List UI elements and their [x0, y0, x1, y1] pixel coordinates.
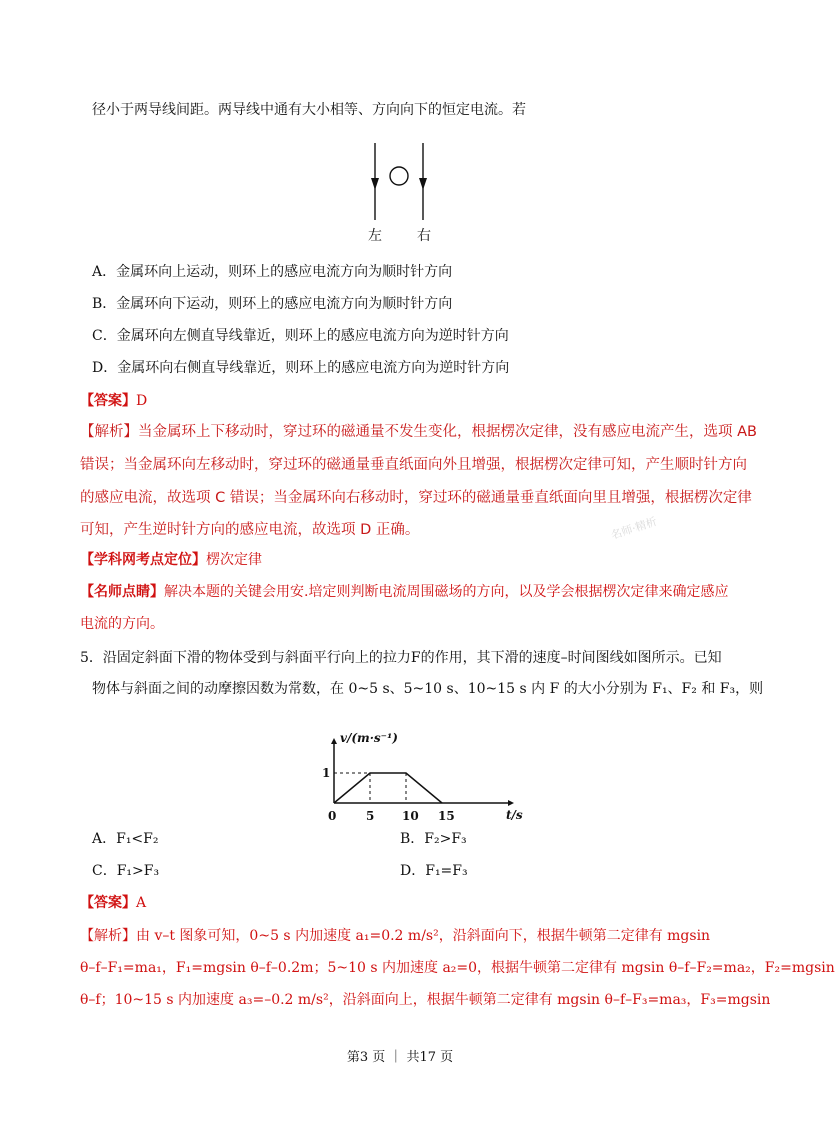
right-label: 右	[417, 228, 431, 244]
q4-answer	[80, 391, 147, 411]
q4-tip-line-2: 电流的方向。	[80, 616, 164, 632]
q5-option-c: C．F₁>F₃	[92, 863, 160, 879]
answer-value: D	[136, 393, 148, 409]
q5-answer	[80, 893, 146, 913]
metal-ring	[390, 167, 408, 185]
watermark: 名师·精析	[609, 514, 659, 542]
q5-analysis-line-3: θ–f；10~15 s 内加速度 a₃=–0.2 m/s²，沿斜面向上，根据牛顿第二定律有 mgsin θ–f–F₃=ma₃，F₃=mgsin	[80, 992, 771, 1008]
q4-analysis-line-2: 错误；当金属环向左移动时，穿过环的磁通量垂直纸面向外且增强，根据楞次定律可知，产生顺时针方向	[80, 457, 747, 473]
tip-tag: 【名师点睛】	[80, 584, 164, 600]
answer-value: A	[136, 895, 147, 911]
q4-analysis-line-4: 可知，产生逆时针方向的感应电流，故选项 D 正确。	[80, 522, 420, 538]
q5-stem-line-1: 5．沿固定斜面下滑的物体受到与斜面平行向上的拉力F的作用，其下滑的速度–时间图线如图所示。已知	[80, 650, 722, 666]
x-axis-arrow	[508, 800, 514, 806]
left-label: 左	[368, 228, 382, 244]
y-tick-label: 1	[322, 766, 331, 780]
kp-value: 楞次定律	[206, 552, 262, 568]
q4-intro-tail: 径小于两导线间距。两导线中通有大小相等、方向向下的恒定电流。若	[92, 102, 526, 118]
q5-analysis-line-2: θ–f–F₁=ma₁，F₁=mgsin θ–f–0.2m；5~10 s 内加速度 a₂=0，根据牛顿第二定律有 mgsin θ–f–F₂=ma₂，F₂=mgsin	[80, 960, 835, 976]
x-tick-label: 15	[438, 809, 455, 823]
q4-option-a: A．金属环向上运动，则环上的感应电流方向为顺时针方向	[92, 264, 453, 280]
x-tick-label: 0	[328, 809, 337, 823]
q5-option-a: A．F₁<F₂	[92, 831, 159, 847]
q5-option-d: D．F₁=F₃	[400, 863, 468, 879]
q4-analysis-line-3: 的感应电流，故选项 C 错误；当金属环向右移动时，穿过环的磁通量垂直纸面向里且增强，根据楞次定律	[80, 490, 752, 506]
q5-option-b: B．F₂>F₃	[400, 831, 467, 847]
q4-option-c: C．金属环向左侧直导线靠近，则环上的感应电流方向为逆时针方向	[92, 328, 509, 344]
page-footer: 第3 页 ｜ 共17 页	[346, 1050, 454, 1065]
answer-tag: 【答案】	[80, 895, 136, 911]
y-axis-label: v/(m·s⁻¹)	[340, 731, 398, 745]
tip-text: 解决本题的关键会用安.培定则判断电流周围磁场的方向，以及学会根据楞次定律来确定感应	[164, 584, 729, 600]
y-axis-arrow	[331, 738, 337, 744]
wire-ring-figure	[360, 138, 440, 248]
left-current-arrow	[371, 178, 379, 190]
q4-analysis-line-1: 【解析】当金属环上下移动时，穿过环的磁通量不发生变化，根据楞次定律，没有感应电流产生，选项 AB	[80, 424, 757, 440]
q5-analysis-line-1: 【解析】由 v–t 图象可知，0~5 s 内加速度 a₁=0.2 m/s²，沿斜面向下，根据牛顿第二定律有 mgsin	[80, 928, 711, 944]
x-axis-label: t/s	[506, 808, 523, 822]
q4-knowledge-point	[80, 550, 262, 570]
answer-tag: 【答案】	[80, 393, 136, 409]
x-tick-label: 10	[402, 809, 419, 823]
q4-tip-line-1	[80, 582, 728, 602]
vt-chart	[300, 730, 523, 830]
q4-option-b: B．金属环向下运动，则环上的感应电流方向为顺时针方向	[92, 296, 453, 312]
velocity-line	[334, 773, 442, 803]
q4-option-d: D．金属环向右侧直导线靠近，则环上的感应电流方向为逆时针方向	[92, 360, 510, 376]
x-tick-label: 5	[366, 809, 375, 823]
right-current-arrow	[419, 178, 427, 190]
kp-tag: 【学科网考点定位】	[80, 552, 206, 568]
q5-stem-line-2: 物体与斜面之间的动摩擦因数为常数，在 0~5 s、5~10 s、10~15 s 内 F 的大小分别为 F₁、F₂ 和 F₃，则	[92, 681, 764, 697]
